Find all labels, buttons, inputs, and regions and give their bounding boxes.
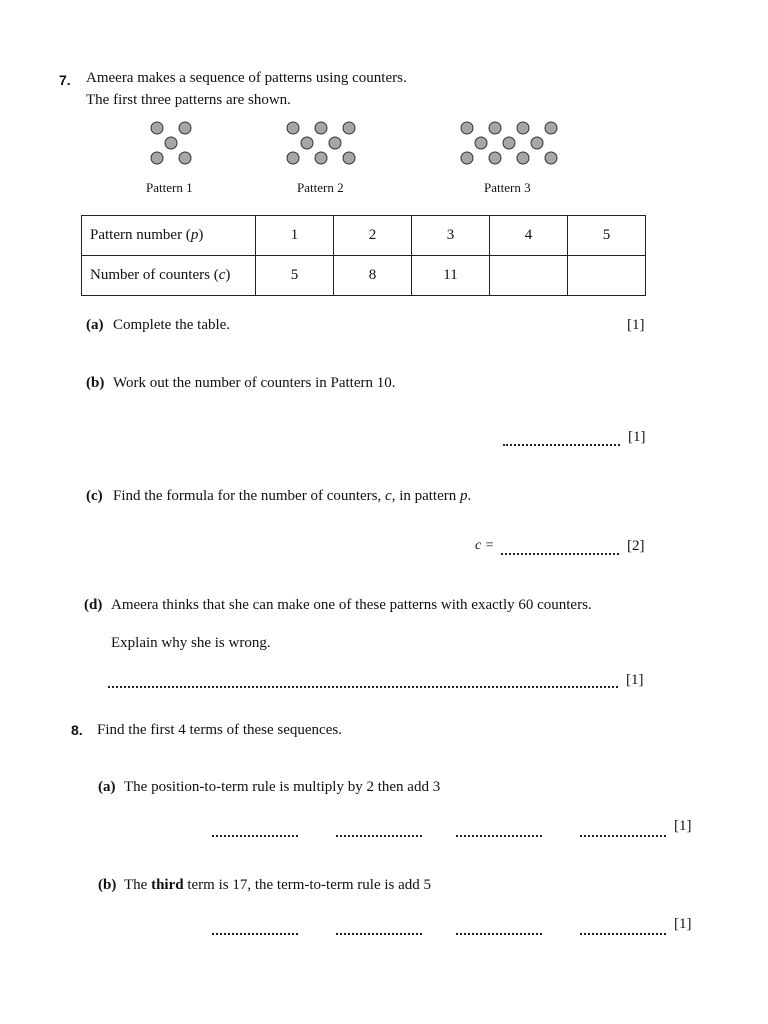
question-7-intro-line1: Ameera makes a sequence of patterns using counters. [86, 70, 407, 86]
part-c-answer-prefix: c = [475, 538, 495, 553]
part-b-answer-line[interactable] [503, 444, 620, 446]
answer-cell-pattern-4[interactable] [490, 256, 568, 296]
part-a-text: Complete the table. [113, 317, 231, 333]
question-8-intro: Find the first 4 terms of these sequences. [97, 722, 342, 738]
part-b-marks: [1] [628, 429, 646, 445]
table-row-counters [82, 256, 646, 296]
part-d-text: Ameera thinks that she can make one of these patterns with exactly 60 counters. [111, 597, 592, 613]
q8b-term-2-line[interactable] [336, 933, 422, 935]
q8b-term-4-line[interactable] [580, 933, 666, 935]
row-header-counters: Number of counters (c) [82, 256, 256, 296]
part-c-question [113, 488, 471, 505]
q8-part-a-label: (a) [98, 779, 116, 795]
table-cell: 8 [334, 256, 412, 296]
part-c-text-end: . [467, 488, 472, 504]
q8b-term-3-line[interactable] [456, 933, 542, 935]
q8b-term-1-line[interactable] [212, 933, 298, 935]
pattern-3-counters [461, 122, 557, 164]
q8-part-a-text: The position-to-term rule is multiply by 2 then add 3 [124, 779, 441, 795]
table-row-pattern-number [82, 216, 646, 256]
part-a-marks: [1] [627, 317, 645, 333]
q8-part-b-label: (b) [98, 877, 117, 893]
table-cell: 3 [412, 216, 490, 256]
q8-part-b-marks: [1] [674, 916, 692, 932]
counter-patterns [0, 0, 768, 200]
question-7-number: 7. [59, 72, 71, 88]
table-cell: 4 [490, 216, 568, 256]
q8-part-b-bold-word: third [151, 877, 184, 893]
part-d-explain: Explain why she is wrong. [111, 635, 271, 651]
pattern-1-label: Pattern 1 [146, 180, 193, 195]
q8a-term-3-line[interactable] [456, 835, 542, 837]
part-d-marks: [1] [626, 672, 644, 688]
pattern-2-label: Pattern 2 [297, 180, 344, 195]
table-cell: 5 [568, 216, 646, 256]
part-d-label: (d) [84, 597, 103, 613]
part-b-text: Work out the number of counters in Pattern 10. [113, 375, 396, 391]
q8a-term-2-line[interactable] [336, 835, 422, 837]
part-c-var-c: c [385, 488, 392, 504]
q8-part-b-question [124, 877, 431, 894]
part-c-var-p: p [460, 488, 468, 504]
table-cell: 5 [256, 256, 334, 296]
table-cell: 1 [256, 216, 334, 256]
pattern-3-label: Pattern 3 [484, 180, 531, 195]
q8-part-a-marks: [1] [674, 818, 692, 834]
pattern-table [81, 215, 646, 296]
question-7-intro-line2: The first three patterns are shown. [86, 92, 291, 108]
q8a-term-4-line[interactable] [580, 835, 666, 837]
pattern-1-counters [151, 122, 191, 164]
q8-part-b-text-pre: The [124, 877, 152, 893]
part-c-answer-line[interactable] [501, 553, 619, 555]
table-cell: 11 [412, 256, 490, 296]
part-b-label: (b) [86, 375, 105, 391]
pattern-2-counters [287, 122, 355, 164]
answer-cell-pattern-5[interactable] [568, 256, 646, 296]
part-d-answer-line[interactable] [108, 686, 618, 688]
q8a-term-1-line[interactable] [212, 835, 298, 837]
row-header-pattern-number: Pattern number (p) [82, 216, 256, 256]
part-c-marks: [2] [627, 538, 645, 554]
q8-part-b-text-post: term is 17, the term-to-term rule is add 5 [183, 877, 432, 893]
part-c-text-mid: , in pattern [391, 488, 461, 504]
question-8-number: 8. [71, 722, 83, 738]
part-c-label: (c) [86, 488, 103, 504]
part-a-label: (a) [86, 317, 104, 333]
table-cell: 2 [334, 216, 412, 256]
part-c-text-pre: Find the formula for the number of counters, [113, 488, 386, 504]
